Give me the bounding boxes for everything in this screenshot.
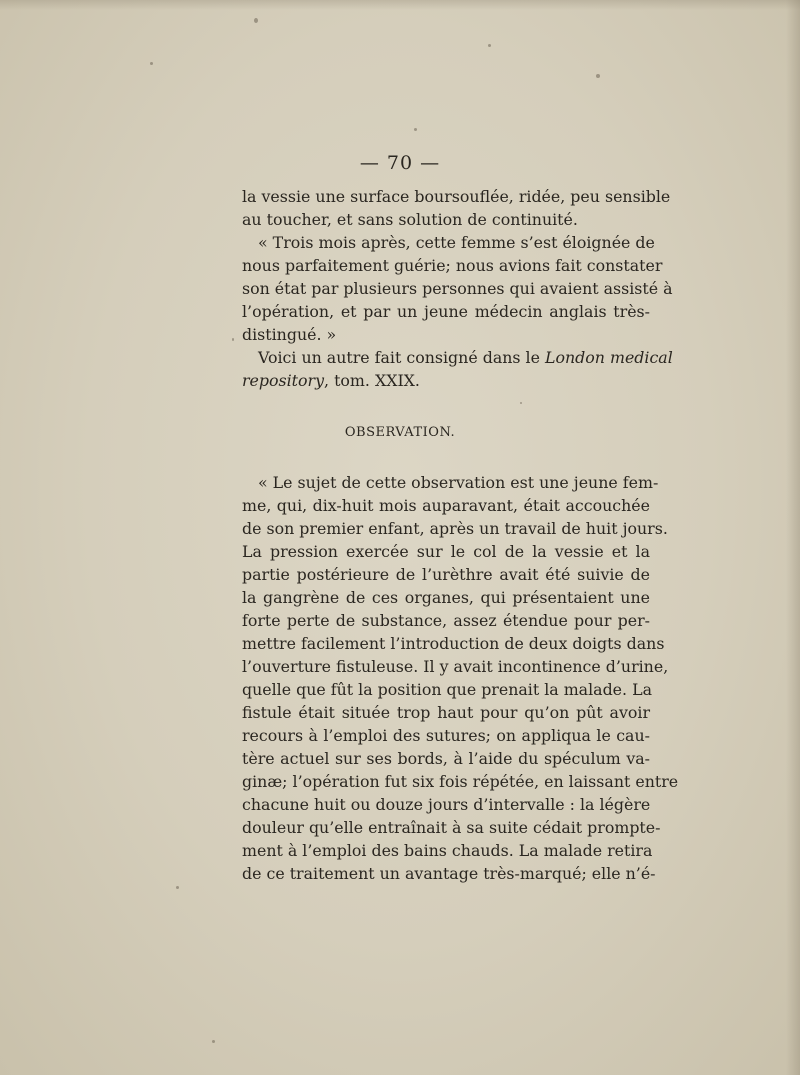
text-line: fistule était située trop haut pour qu’on pût avoir — [242, 703, 650, 722]
paper-speck — [150, 62, 153, 65]
paper-speck — [232, 338, 234, 341]
text-line: la gangrène de ces organes, qui présentaient une — [242, 588, 650, 607]
text-line: la vessie une surface boursouflée, ridée, peu sensible — [242, 187, 671, 206]
journal-title-italic: London medical — [544, 348, 673, 367]
paper-speck — [520, 402, 522, 404]
paper-speck — [596, 74, 600, 78]
reference-line — [242, 369, 650, 392]
text-line: au toucher, et sans solution de continuité. — [242, 210, 578, 229]
text-line: partie postérieure de l’urèthre avait été suivie de — [242, 565, 650, 584]
paper-speck — [414, 128, 417, 131]
text-line: La pression exercée sur le col de la vessie et la — [242, 542, 650, 561]
reference-line — [242, 346, 673, 369]
text-line: douleur qu’elle entraînait à sa suite cédait prompte- — [242, 818, 661, 837]
section-heading: OBSERVATION. — [344, 425, 456, 440]
text-line: nous parfaitement guérie; nous avions fait constater — [242, 256, 663, 275]
text-line: l’ouverture fistuleuse. Il y avait incontinence d’urine, — [242, 657, 669, 676]
text-line: l’opération, et par un jeune médecin anglais très- — [242, 302, 650, 321]
paper-speck — [212, 1040, 215, 1043]
text-line: quelle que fût la position que prenait la malade. La — [242, 680, 652, 699]
journal-title-italic: repository — [242, 371, 325, 390]
paper-speck — [254, 18, 258, 23]
reference-lead-text: Voici un autre fait consigné dans le — [258, 348, 545, 367]
paper-speck — [488, 44, 491, 47]
reference-volume-text: , tom. XXIX. — [324, 371, 420, 390]
text-line: « Trois mois après, cette femme s’est éloignée de — [258, 233, 655, 252]
text-line: de son premier enfant, après un travail de huit jours. — [242, 519, 668, 538]
text-line: ment à l’emploi des bains chauds. La malade retira — [242, 841, 653, 860]
text-line: tère actuel sur ses bords, à l’aide du spéculum va- — [242, 749, 650, 768]
text-line: de ce traitement un avantage très-marqué; elle n’é- — [242, 864, 656, 883]
text-line: recours à l’emploi des sutures; on appliqua le cau- — [242, 726, 650, 745]
text-line: mettre facilement l’introduction de deux doigts dans — [242, 634, 665, 653]
page-number: — 70 — — [359, 152, 441, 174]
paragraph-continuation — [242, 185, 673, 392]
text-line: « Le sujet de cette observation est une jeune fem- — [258, 473, 659, 492]
observation-paragraph — [242, 471, 679, 885]
text-line: chacune huit ou douze jours d’intervalle : la légère — [242, 795, 651, 814]
page-top-shadow — [0, 0, 800, 10]
text-line: distingué. » — [242, 325, 337, 344]
paper-speck — [176, 886, 179, 889]
text-line: son état par plusieurs personnes qui avaient assisté à — [242, 279, 673, 298]
text-line: me, qui, dix-huit mois auparavant, était accouchée — [242, 496, 650, 515]
text-line: ginæ; l’opération fut six fois répétée, en laissant entre — [242, 772, 679, 791]
text-line: forte perte de substance, assez étendue pour per- — [242, 611, 650, 630]
